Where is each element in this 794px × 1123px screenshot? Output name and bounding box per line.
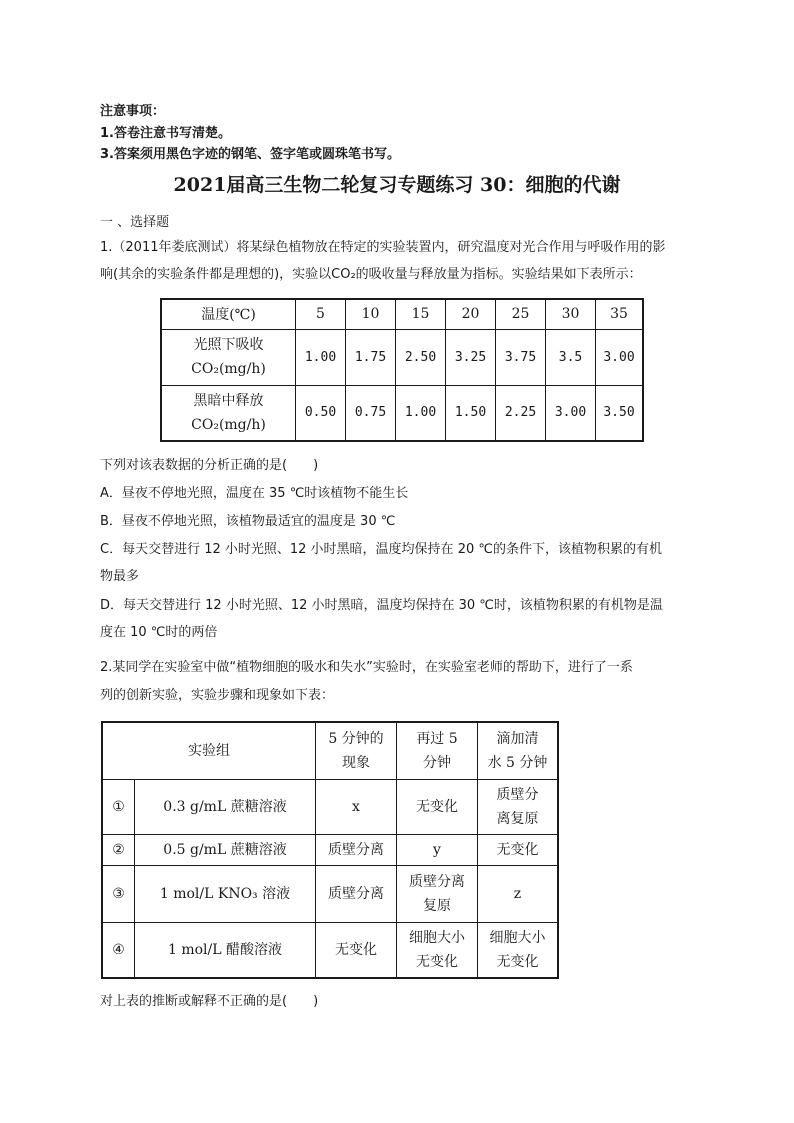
q1-data-table [160,298,644,442]
row-label-line: 光照下吸收 [193,337,264,353]
notice-item-1: 1.答卷注意书写清楚。 [100,126,231,141]
table-cell [478,779,559,834]
q2-stem-line-2: 列的创新实验，实验步骤和现象如下表： [100,688,335,703]
row-number: ③ [102,865,135,922]
table-cell: 无变化 [316,922,397,978]
table-cell: 5 [296,299,346,329]
table-cell: 3.5 [546,329,596,385]
table-cell: 35 [596,299,644,329]
cell-line: 细胞大小 [489,929,546,946]
table-cell: 质壁分离 [316,865,397,922]
q1-option-a: A．昼夜不停地光照，温度在 35 ℃时该植物不能生长 [100,486,409,501]
row-label-line: CO₂(mg/h) [191,361,266,377]
solution-cell: 1 mol/L KNO₃ 溶液 [135,865,316,922]
q1-option-c-line-2: 物最多 [100,569,140,584]
solution-cell: 1 mol/L 醋酸溶液 [135,922,316,978]
table-cell: 质壁分离 [316,834,397,865]
solution-cell: 0.3 g/mL 蔗糖溶液 [135,779,316,834]
table-cell: 20 [446,299,496,329]
notice-heading: 注意事项： [100,104,166,119]
cell-line: 离复原 [496,810,539,827]
table-row [102,922,558,978]
table-cell: 3.00 [546,385,596,441]
q2-data-table [101,721,559,979]
header-line: 滴加清 [496,730,539,747]
q1-stem-line-1: 1.（2011年娄底测试）将某绿色植物放在特定的实验装置内，研究温度对光合作用与呼吸作用的影 [100,240,666,255]
table-row [102,722,558,779]
row-number: ④ [102,922,135,978]
table-cell: 10 [346,299,396,329]
cell-line: 细胞大小 [409,929,465,946]
table-header-cell [316,722,397,779]
notice-item-3: 3.答案须用黑色字迹的钢笔、签字笔或圆珠笔书写。 [100,147,400,162]
table-cell-label [161,329,296,385]
header-line: 水 5 分钟 [487,754,548,771]
q1-option-d-line-1: D．每天交替进行 12 小时光照、12 小时黑暗，温度均保持在 30 ℃时，该植物积累的有机物是温 [100,598,663,613]
table-cell: 1.00 [396,385,446,441]
row-label-line: CO₂(mg/h) [191,416,266,433]
table-cell: 2.50 [396,329,446,385]
header-line: 5 分钟的 [328,730,384,747]
table-header-cell [397,722,478,779]
header-line: 分钟 [423,754,451,771]
table-cell: 1.50 [446,385,496,441]
row-label-line: 黑暗中释放 [193,392,264,409]
table-cell: 无变化 [478,834,559,865]
table-cell: 0.75 [346,385,396,441]
table-cell: z [478,865,559,922]
table-cell: 15 [396,299,446,329]
q1-stem-line-2: 响(其余的实验条件都是理想的)，实验以CO₂的吸收量与释放量为指标。实验结果如下表所示： [100,267,642,282]
q2-stem-line-1: 2.某同学在实验室中做“植物细胞的吸水和失水”实验时，在实验室老师的帮助下，进行了一系 [100,660,633,675]
table-cell: 2.25 [496,385,546,441]
table-cell [478,922,559,978]
table-row [102,834,558,865]
table-cell: 30 [546,299,596,329]
table-cell: 3.75 [496,329,546,385]
table-cell [397,865,478,922]
table-cell-label: 温度(℃) [161,299,296,329]
row-number: ② [102,834,135,865]
header-line: 现象 [342,754,370,771]
q2-question: 对上表的推断或解释不正确的是( ) [100,994,319,1009]
table-row [161,385,643,441]
table-cell: 3.25 [446,329,496,385]
table-header-cell: 实验组 [102,722,316,779]
table-cell: 3.50 [596,385,644,441]
q1-option-b: B．昼夜不停地光照，该植物最适宜的温度是 30 ℃ [100,514,396,529]
header-line: 再过 5 [416,730,458,747]
table-row [161,299,643,329]
table-cell: 25 [496,299,546,329]
table-cell: 0.50 [296,385,346,441]
table-row [102,779,558,834]
cell-line: 质壁分离 [409,873,465,890]
table-row [161,329,643,385]
row-number: ① [102,779,135,834]
table-cell [397,922,478,978]
cell-line: 无变化 [416,953,458,970]
cell-line: 质壁分 [496,786,539,803]
table-cell: y [397,834,478,865]
table-row [102,865,558,922]
section-heading: 一 、选择题 [100,215,170,230]
q1-question: 下列对该表数据的分析正确的是( ) [100,458,319,473]
page-title: 2021届高三生物二轮复习专题练习 30：细胞的代谢 [173,174,621,196]
table-cell: 3.00 [596,329,644,385]
table-cell: 1.75 [346,329,396,385]
solution-cell: 0.5 g/mL 蔗糖溶液 [135,834,316,865]
table-header-cell [478,722,559,779]
table-cell-label [161,385,296,441]
table-cell: 1.00 [296,329,346,385]
table-cell: 无变化 [397,779,478,834]
q1-option-d-line-2: 度在 10 ℃时的两倍 [100,625,218,640]
table-cell: x [316,779,397,834]
cell-line: 无变化 [496,953,539,970]
cell-line: 复原 [423,897,451,914]
q1-option-c-line-1: C．每天交替进行 12 小时光照、12 小时黑暗，温度均保持在 20 ℃的条件下，该植物积累的有机 [100,542,662,557]
